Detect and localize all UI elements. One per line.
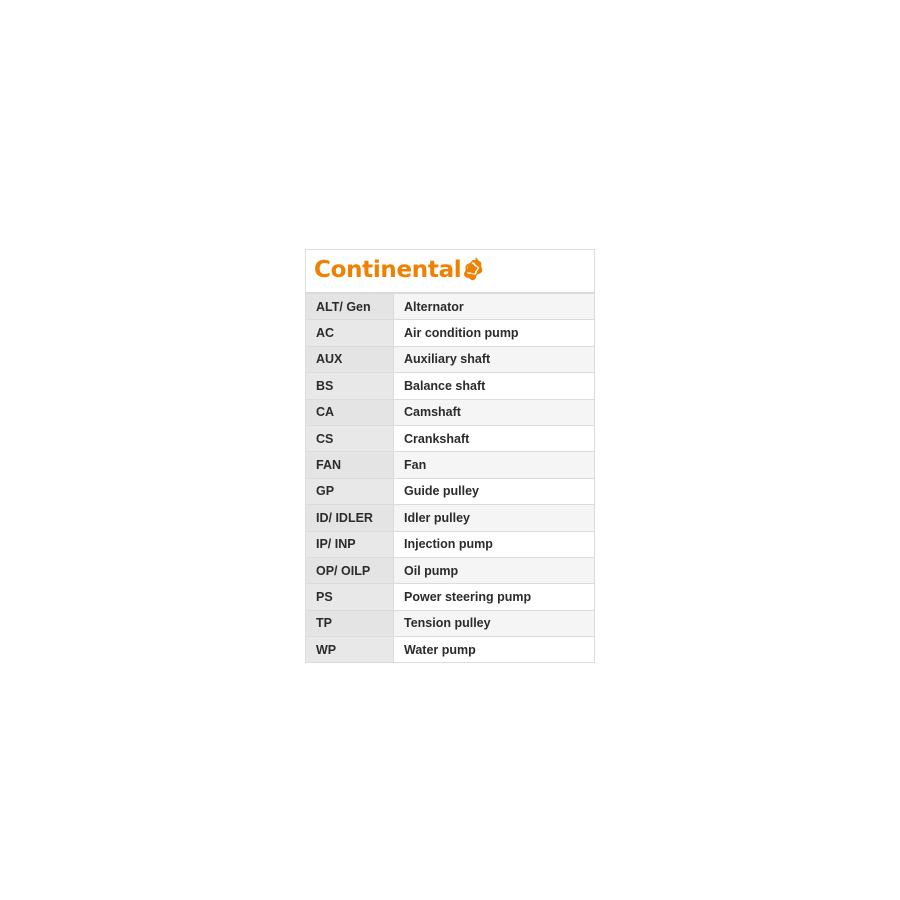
desc-cell: Camshaft — [394, 399, 595, 425]
abbr-cell: CA — [306, 399, 394, 425]
table-body — [306, 294, 595, 663]
abbr-cell: CS — [306, 425, 394, 451]
table-row — [306, 531, 595, 557]
abbr-cell: PS — [306, 584, 394, 610]
abbr-cell: FAN — [306, 452, 394, 478]
abbr-cell: OP/ OILP — [306, 557, 394, 583]
desc-cell: Crankshaft — [394, 425, 595, 451]
table-row — [306, 452, 595, 478]
table-row — [306, 557, 595, 583]
desc-cell: Injection pump — [394, 531, 595, 557]
desc-cell: Alternator — [394, 294, 595, 320]
abbr-cell: GP — [306, 478, 394, 504]
abbr-cell: ID/ IDLER — [306, 505, 394, 531]
desc-cell: Power steering pump — [394, 584, 595, 610]
legend-sheet — [305, 249, 595, 663]
abbr-cell: WP — [306, 637, 394, 663]
table-row — [306, 610, 595, 636]
abbr-cell: BS — [306, 373, 394, 399]
table-row — [306, 294, 595, 320]
abbr-cell: IP/ INP — [306, 531, 394, 557]
desc-cell: Fan — [394, 452, 595, 478]
abbr-cell: AC — [306, 320, 394, 346]
desc-cell: Tension pulley — [394, 610, 595, 636]
table-row — [306, 373, 595, 399]
desc-cell: Guide pulley — [394, 478, 595, 504]
desc-cell: Oil pump — [394, 557, 595, 583]
table-row — [306, 425, 595, 451]
table-row — [306, 478, 595, 504]
table-row — [306, 399, 595, 425]
brand-wordmark: Continental — [314, 256, 462, 283]
brand-header — [305, 249, 595, 293]
abbr-cell: TP — [306, 610, 394, 636]
desc-cell: Idler pulley — [394, 505, 595, 531]
table-row — [306, 584, 595, 610]
desc-cell: Air condition pump — [394, 320, 595, 346]
table-row — [306, 346, 595, 372]
table-row — [306, 320, 595, 346]
continental-horse-logo-icon — [462, 256, 484, 286]
abbreviation-table — [305, 293, 595, 663]
desc-cell: Balance shaft — [394, 373, 595, 399]
table-row — [306, 505, 595, 531]
table-row — [306, 637, 595, 663]
continental-logo — [314, 256, 484, 286]
desc-cell: Water pump — [394, 637, 595, 663]
abbr-cell: ALT/ Gen — [306, 294, 394, 320]
abbr-cell: AUX — [306, 346, 394, 372]
desc-cell: Auxiliary shaft — [394, 346, 595, 372]
